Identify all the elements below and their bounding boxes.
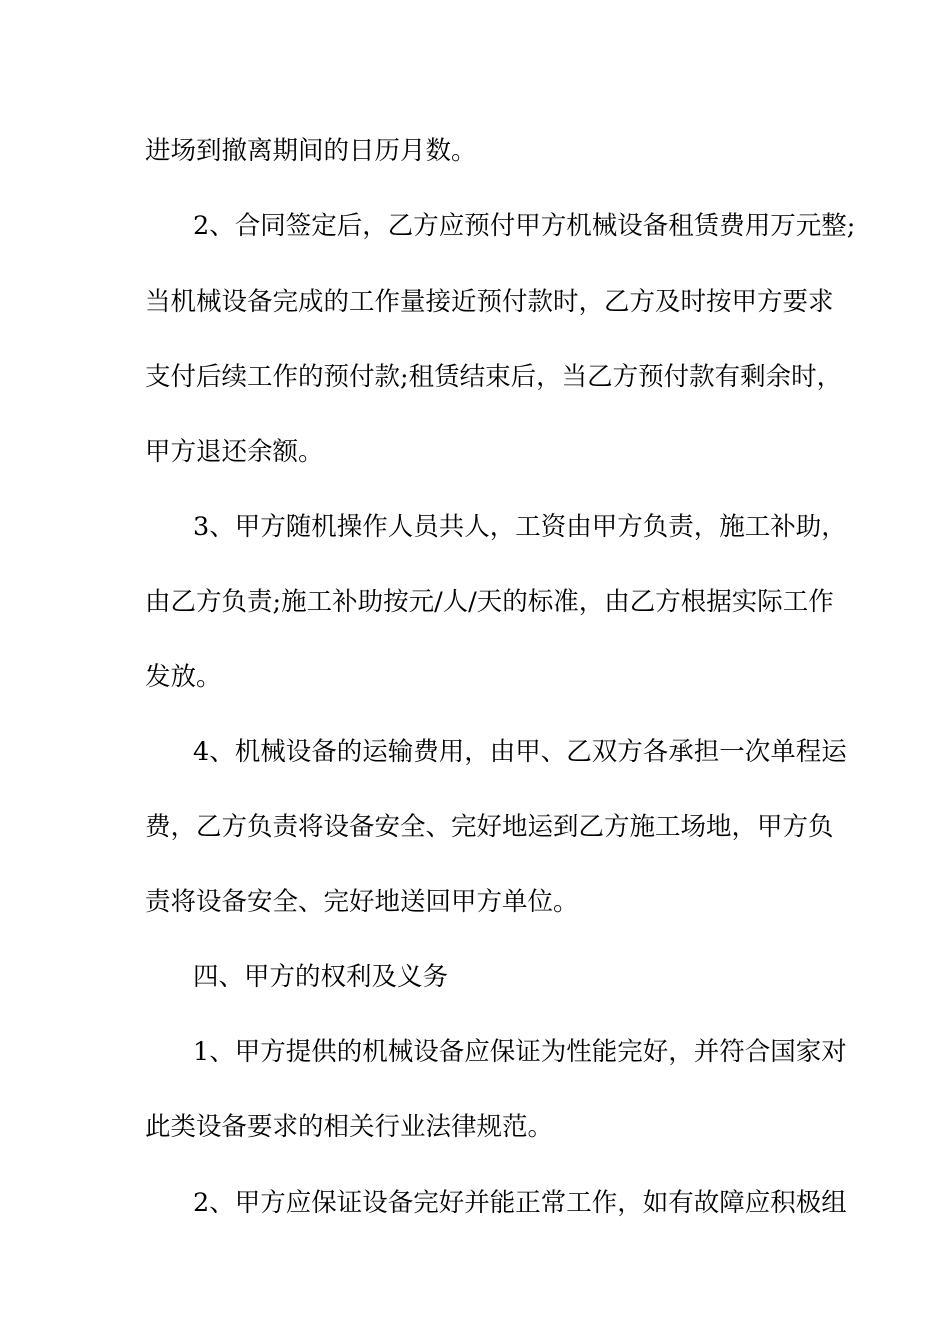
text-line-3: 当机械设备完成的工作量接近预付款时，乙方及时按甲方要求 <box>145 287 834 317</box>
text-line-14: 此类设备要求的相关行业法律规范。 <box>145 1112 554 1142</box>
text-line-10: 费，乙方负责将设备安全、完好地运到乙方施工场地，甲方负 <box>145 812 834 842</box>
text-line-4: 支付后续工作的预付款;租赁结束后，当乙方预付款有剩余时， <box>145 362 843 392</box>
text-line-13: 1、甲方提供的机械设备应保证为性能完好，并符合国家对 <box>193 1037 847 1067</box>
text-line-15: 2、甲方应保证设备完好并能正常工作，如有故障应积极组 <box>193 1188 847 1218</box>
text-line-9: 4、机械设备的运输费用，由甲、乙双方各承担一次单程运 <box>193 737 847 767</box>
text-line-6: 3、甲方随机操作人员共人，工资由甲方负责，施工补助， <box>193 512 847 542</box>
text-line-5: 甲方退还余额。 <box>145 437 324 467</box>
text-line-2: 2、合同签定后，乙方应预付甲方机械设备租赁费用万元整; <box>193 211 856 241</box>
text-line-7: 由乙方负责;施工补助按元/人/天的标准，由乙方根据实际工作 <box>145 587 834 617</box>
text-line-1: 进场到撤离期间的日历月数。 <box>145 136 477 166</box>
section-heading: 四、甲方的权利及义务 <box>193 962 449 992</box>
text-line-8: 发放。 <box>145 662 222 692</box>
text-line-11: 责将设备安全、完好地送回甲方单位。 <box>145 887 579 917</box>
